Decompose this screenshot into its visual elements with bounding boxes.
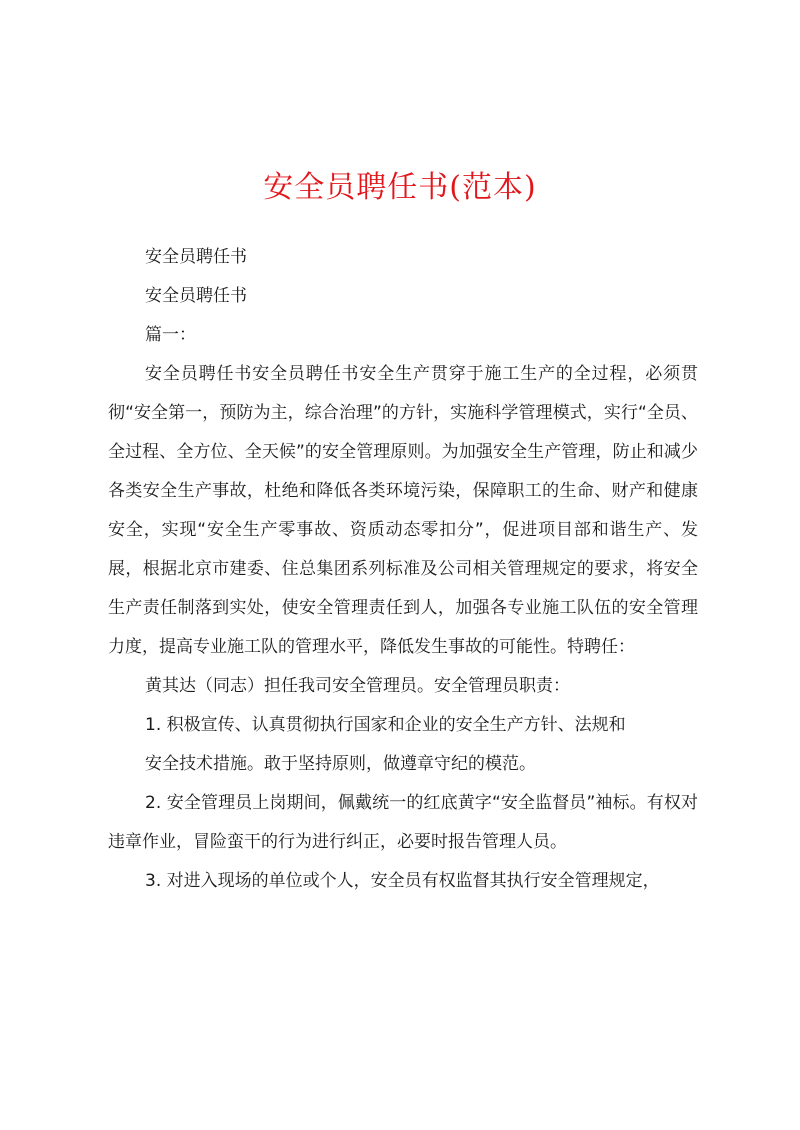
- paragraph-duty-1: 1. 积极宣传、认真贯彻执行国家和企业的安全生产方针、法规和: [145, 715, 626, 735]
- paragraph-part-label: 篇一：: [145, 325, 196, 345]
- document-title: 安全员聘任书(范本): [263, 170, 537, 205]
- document-body: [108, 238, 698, 901]
- paragraph-preamble: 安全员聘任书安全员聘任书安全生产贯穿于施工生产的全过程，必须贯彻“安全第一，预防为主，综合治理”的方针，实施科学管理模式，实行“全员、全过程、全方位、全天候”的安全管理原则。为加强安全生产管理，防止和减少各类安全生产事故，杜绝和降低各类环境污染，保障职工的生命、财产和健康安全，实现“安全生产零事故、资质动态零扣分”，促进项目部和谐生产、发展，根据北京市建委、住总集团系列标准及公司相关管理规定的要求，将安全生产责任制落到实处，使安全管理责任到人，加强各专业施工队伍的安全管理力度，提高专业施工队的管理水平，降低发生事故的可能性。特聘任：: [108, 364, 698, 657]
- paragraph-duty-2: 2. 安全管理员上岗期间，佩戴统一的红底黄字“安全监督员”袖标。有权对违章作业，冒险蛮干的行为进行纠正，必要时报告管理人员。: [108, 793, 698, 852]
- paragraph-heading-repeat: 安全员聘任书: [145, 286, 247, 306]
- paragraph-duty-3: 3. 对进入现场的单位或个人，安全员有权监督其执行安全管理规定，: [145, 871, 660, 891]
- paragraph-heading: 安全员聘任书: [145, 247, 247, 267]
- paragraph-appointment: 黄其达（同志）担任我司安全管理员。安全管理员职责：: [145, 676, 570, 696]
- paragraph-duty-1-continued: 安全技术措施。敢于坚持原则，做遵章守纪的模范。: [145, 754, 536, 774]
